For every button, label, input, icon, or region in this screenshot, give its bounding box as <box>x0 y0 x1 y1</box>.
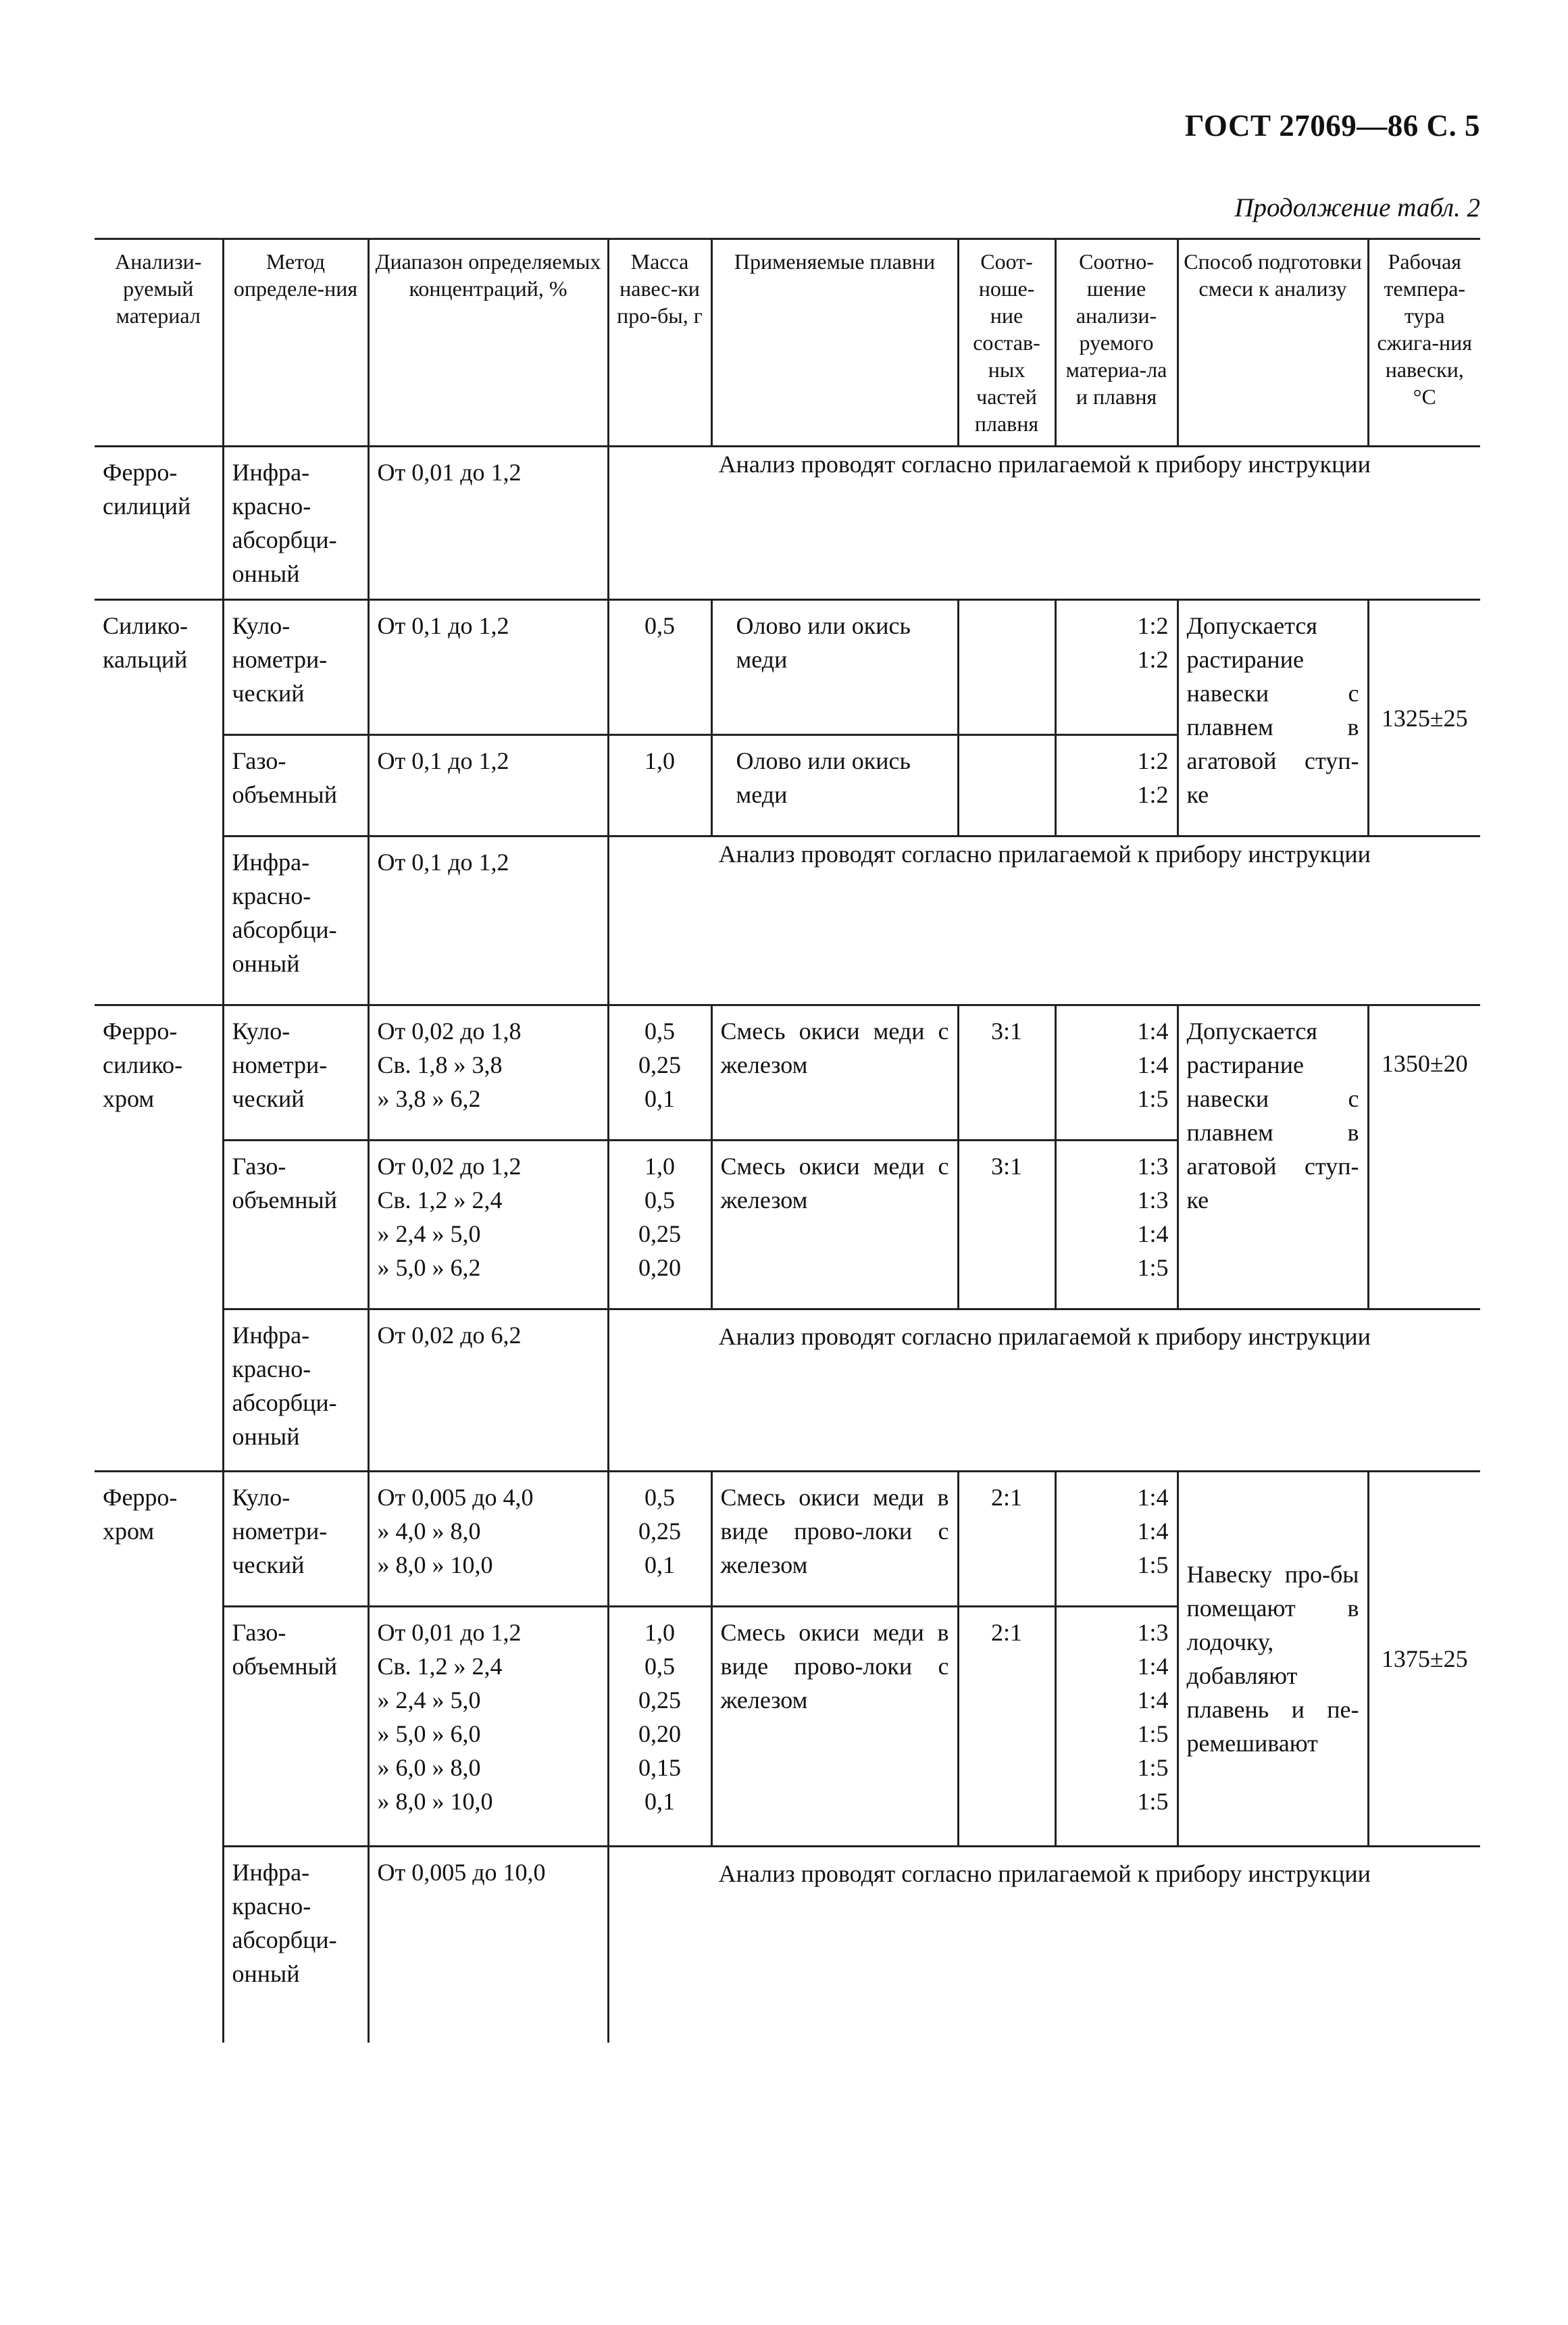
col-flux: Применяемые плавни <box>711 239 958 447</box>
range-cell: От 0,01 до 1,2 <box>368 447 608 600</box>
ratio-cell: 1:4 1:4 1:5 <box>1055 1472 1178 1607</box>
range-cell: От 0,02 до 1,8 Св. 1,8 » 3,8 » 3,8 » 6,2 <box>368 1005 608 1141</box>
range-cell: От 0,1 до 1,2 <box>368 735 608 836</box>
range-cell: От 0,01 до 1,2 Св. 1,2 » 2,4 » 2,4 » 5,0 » 5,0 » 6,0 » 6,0 » 8,0 » 8,0 » 10,0 <box>368 1607 608 1847</box>
flux-cell: Олово или окись меди <box>711 735 958 836</box>
range-cell: От 0,005 до 4,0 » 4,0 » 8,0 » 8,0 » 10,0 <box>368 1472 608 1607</box>
col-ratio: Соотно-шение анализи-руемого материа-ла и плавня <box>1055 239 1178 447</box>
col-range: Диапазон определяемых концентраций, % <box>368 239 608 447</box>
material-cell: Ферро-хром <box>95 1472 223 2043</box>
table-row <box>95 600 1480 735</box>
col-mass: Масса навес-ки про-бы, г <box>608 239 711 447</box>
col-preparation: Способ подготовки смеси к анализу <box>1178 239 1368 447</box>
ratio-cell: 1:2 1:2 <box>1055 600 1178 735</box>
method-cell: Газо-объемный <box>223 1141 368 1309</box>
range-cell: От 0,1 до 1,2 <box>368 836 608 1005</box>
mass-cell: 0,5 0,25 0,1 <box>608 1472 711 1607</box>
col-method: Метод определе-ния <box>223 239 368 447</box>
col-material: Анализи-руемый материал <box>95 239 223 447</box>
flux-parts-cell <box>958 735 1055 836</box>
method-cell: Инфра-красно-абсорбци-онный <box>223 836 368 1005</box>
ratio-cell: 1:3 1:4 1:4 1:5 1:5 1:5 <box>1055 1607 1178 1847</box>
table-row <box>95 1847 1480 2043</box>
method-cell: Куло-нометри-ческий <box>223 600 368 735</box>
range-cell: От 0,02 до 6,2 <box>368 1309 608 1472</box>
flux-parts-cell: 2:1 <box>958 1607 1055 1847</box>
preparation-cell: Допускается растирание навески с плавнем в агатовой ступ-ке <box>1178 600 1368 836</box>
page-header: ГОСТ 27069—86 С. 5 <box>1184 109 1480 143</box>
table-row <box>95 836 1480 1005</box>
material-cell: Ферро-силико-хром <box>95 1005 223 1472</box>
flux-parts-cell: 2:1 <box>958 1472 1055 1607</box>
temperature-cell: 1350±20 <box>1368 1005 1480 1309</box>
table-row <box>95 1472 1480 1607</box>
mass-cell: 0,5 <box>608 600 711 735</box>
preparation-cell: Навеску про-бы помещают в лодочку, добавляют плавень и пе-ремешивают <box>1178 1472 1368 1847</box>
col-temperature: Рабочая темпера-тура сжига-ния навески, °С <box>1368 239 1480 447</box>
range-cell: От 0,02 до 1,2 Св. 1,2 » 2,4 » 2,4 » 5,0 » 5,0 » 6,2 <box>368 1141 608 1309</box>
table-continuation-label: Продолжение табл. 2 <box>1234 193 1480 222</box>
methods-table <box>95 238 1480 2043</box>
mass-cell: 1,0 <box>608 735 711 836</box>
method-cell: Куло-нометри-ческий <box>223 1472 368 1607</box>
method-cell: Инфра-красно-абсорбци-онный <box>223 1847 368 2043</box>
method-cell: Куло-нометри-ческий <box>223 1005 368 1141</box>
method-cell: Газо-объемный <box>223 735 368 836</box>
ratio-cell: 1:2 1:2 <box>1055 735 1178 836</box>
mass-cell: 1,0 0,5 0,25 0,20 0,15 0,1 <box>608 1607 711 1847</box>
material-cell: Силико-кальций <box>95 600 223 1005</box>
flux-cell: Смесь окиси меди в виде прово-локи с железом <box>711 1472 958 1607</box>
range-cell: От 0,005 до 10,0 <box>368 1847 608 2043</box>
instruction-cell: Анализ проводят согласно прилагаемой к прибору инструкции <box>608 1309 1480 1472</box>
flux-parts-cell: 3:1 <box>958 1141 1055 1309</box>
range-cell: От 0,1 до 1,2 <box>368 600 608 735</box>
flux-cell: Смесь окиси меди в виде прово-локи с железом <box>711 1607 958 1847</box>
table-header-row <box>95 239 1480 447</box>
instruction-cell: Анализ проводят согласно прилагаемой к прибору инструкции <box>608 447 1480 600</box>
material-cell: Ферро-силиций <box>95 447 223 600</box>
flux-cell: Смесь окиси меди с железом <box>711 1141 958 1309</box>
temperature-cell: 1325±25 <box>1368 600 1480 836</box>
flux-cell: Олово или окись меди <box>711 600 958 735</box>
instruction-cell: Анализ проводят согласно прилагаемой к прибору инструкции <box>608 1847 1480 2043</box>
preparation-cell: Допускается растирание навески с плавнем в агатовой ступ-ке <box>1178 1005 1368 1309</box>
table-row <box>95 447 1480 600</box>
flux-parts-cell: 3:1 <box>958 1005 1055 1141</box>
table-row <box>95 1005 1480 1141</box>
temperature-cell: 1375±25 <box>1368 1472 1480 1847</box>
method-cell: Инфра-красно-абсорбци-онный <box>223 447 368 600</box>
instruction-cell: Анализ проводят согласно прилагаемой к прибору инструкции <box>608 836 1480 1005</box>
method-cell: Инфра-красно-абсорбци-онный <box>223 1309 368 1472</box>
method-cell: Газо-объемный <box>223 1607 368 1847</box>
ratio-cell: 1:3 1:3 1:4 1:5 <box>1055 1141 1178 1309</box>
mass-cell: 0,5 0,25 0,1 <box>608 1005 711 1141</box>
table-row <box>95 1309 1480 1472</box>
col-flux-parts: Соот-ноше-ние состав-ных частей плавня <box>958 239 1055 447</box>
flux-parts-cell <box>958 600 1055 735</box>
ratio-cell: 1:4 1:4 1:5 <box>1055 1005 1178 1141</box>
mass-cell: 1,0 0,5 0,25 0,20 <box>608 1141 711 1309</box>
flux-cell: Смесь окиси меди с железом <box>711 1005 958 1141</box>
